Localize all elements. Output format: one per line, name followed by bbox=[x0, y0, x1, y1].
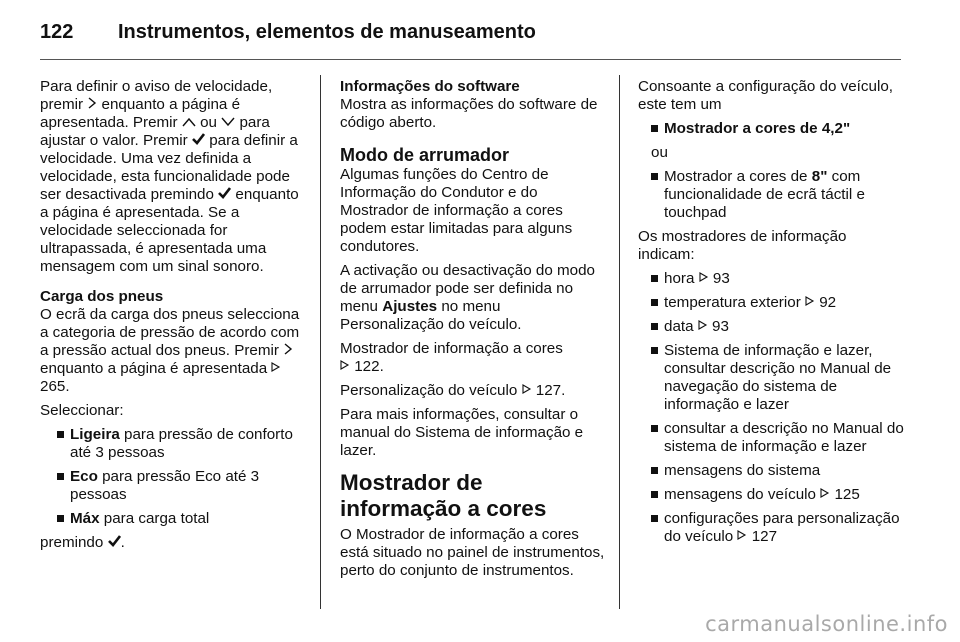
list-item: mensagens do sistema bbox=[638, 462, 904, 480]
column-divider bbox=[320, 75, 321, 609]
checkmark-icon bbox=[218, 186, 231, 204]
header-divider bbox=[40, 59, 901, 60]
page-reference-icon bbox=[699, 270, 709, 288]
cross-reference: Mostrador de informação a cores 122. bbox=[340, 340, 563, 375]
list-item: Sistema de informação e lazer, consultar descrição no Manual de navegação do sistema de informação e lazer bbox=[638, 342, 904, 414]
list-item: temperatura exterior 92 bbox=[638, 294, 904, 312]
page-reference-icon bbox=[698, 318, 708, 336]
page-title: Instrumentos, elementos de manuseamento bbox=[118, 21, 536, 43]
list-item: hora 93 bbox=[638, 270, 904, 288]
page-reference-icon bbox=[820, 486, 830, 504]
column-divider bbox=[619, 75, 620, 609]
config-paragraph: Consoante a configuração do veículo, este tem um bbox=[638, 78, 893, 113]
list-item: Eco para pressão Eco até 3 pessoas bbox=[40, 468, 307, 504]
section-heading: Carga dos pneus bbox=[40, 288, 164, 305]
page-header bbox=[40, 18, 920, 62]
cross-reference: Personalização do veículo 127. bbox=[340, 382, 566, 399]
or-text: ou bbox=[651, 144, 668, 161]
list-item: Ligeira para pressão de conforto até 3 pessoas bbox=[40, 426, 307, 462]
list-item: consultar a descrição no Manual do sistema de informação e lazer bbox=[638, 420, 904, 456]
column-middle bbox=[340, 78, 608, 586]
valet-mode-paragraph: A activação ou desactivação do modo de arrumador pode ser definida no menu Ajustes no menu Personalização do veículo. bbox=[340, 262, 595, 333]
watermark: carmanualsonline.info bbox=[705, 612, 948, 636]
select-label: Seleccionar: bbox=[40, 402, 124, 419]
page-reference-icon bbox=[271, 360, 281, 378]
page-reference-icon bbox=[522, 382, 532, 400]
checkmark-icon bbox=[108, 534, 121, 552]
up-chevron-icon bbox=[182, 114, 196, 132]
speed-warning-paragraph: Para definir o aviso de velocidade, premir enquanto a página é apresentada. Premir ou para ajustar o valor. Premir para definir a velocidade. Uma vez definida a velocidade, esta funcionalidade pode ser desactivada premindo enquanto a página é apresentada. Se a velocidade seleccionada for ultrapassada, é apresentada uma mensagem com um sinal sonoro. bbox=[40, 78, 299, 275]
page-reference-icon bbox=[805, 294, 815, 312]
checkmark-icon bbox=[192, 132, 205, 150]
displays-indicate: Os mostradores de informação indicam: bbox=[638, 228, 847, 263]
page-reference-icon bbox=[340, 358, 350, 376]
display-paragraph: O Mostrador de informação a cores está situado no painel de instrumentos, perto do conjunto de instrumentos. bbox=[340, 526, 605, 579]
list-item: configurações para personalização do veículo 127 bbox=[638, 510, 904, 546]
valet-mode-paragraph: Algumas funções do Centro de Informação do Condutor e do Mostrador de informação a cores podem estar limitadas para alguns condutores. bbox=[340, 166, 573, 255]
page-reference-icon bbox=[737, 528, 747, 546]
page-number: 122 bbox=[40, 21, 74, 43]
section-heading: Informações do software bbox=[340, 78, 520, 95]
section-heading: Mostrador de informação a cores bbox=[340, 470, 547, 521]
section-heading: Modo de arrumador bbox=[340, 145, 510, 165]
list-item: Mostrador a cores de 8" com funcionalidade de ecrã táctil e touchpad bbox=[638, 168, 904, 222]
list-item: Máx para carga total bbox=[40, 510, 307, 528]
column-right bbox=[638, 78, 904, 552]
right-chevron-icon bbox=[283, 342, 293, 360]
list-item: Mostrador a cores de 4,2" bbox=[638, 120, 904, 138]
tyre-load-section: Carga dos pneus O ecrã da carga dos pneus selecciona a categoria de pressão de acordo com a pressão actual dos pneus. Premir enquanto a página é apresentada 265. bbox=[40, 288, 300, 395]
list-item: data 93 bbox=[638, 318, 904, 336]
list-item: mensagens do veículo 125 bbox=[638, 486, 904, 504]
right-chevron-icon bbox=[87, 96, 97, 114]
valet-mode-paragraph: Para mais informações, consultar o manual do Sistema de informação e lazer. bbox=[340, 406, 584, 459]
software-info-section: Informações do software Mostra as informações do software de código aberto. bbox=[340, 78, 598, 131]
down-chevron-icon bbox=[221, 114, 235, 132]
pressing-line: premindo . bbox=[40, 534, 125, 551]
column-left bbox=[40, 78, 307, 558]
